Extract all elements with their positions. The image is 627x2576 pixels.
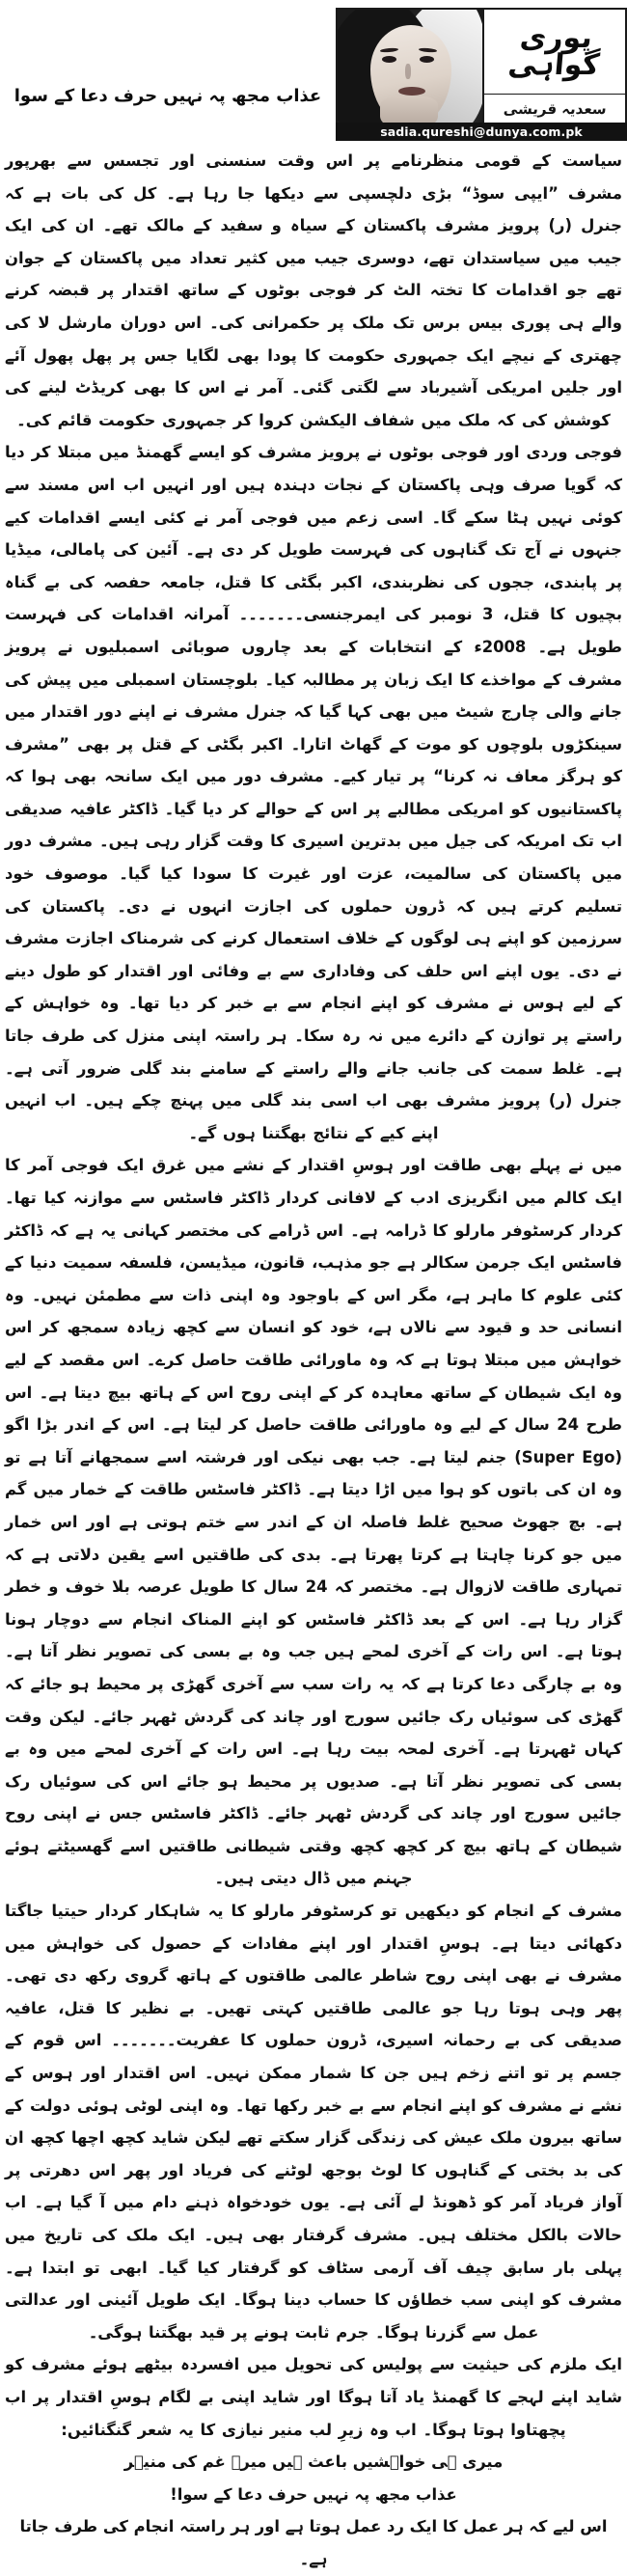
photo-eye-right [420, 56, 434, 63]
verse-line: عذاب مجھ پہ نہیں حرف دعا کے سوا! [170, 2484, 457, 2504]
photo-eye-left [382, 56, 396, 63]
article-title: عذاب مجھ پہ نہیں حرف دعا کے سوا [14, 86, 322, 107]
column-logo-line-1: پوری [518, 21, 594, 56]
article-closing-line: اس لیے کہ ہر عمل کا ایک رد عمل ہوتا ہے اور ہر راستہ انجام کی طرف جاتا ہے۔ [19, 2517, 608, 2568]
photo-neck [380, 96, 438, 123]
article-paragraph: فوجی وردی اور فوجی بوٹوں نے پرویز مشرف کو ایسے گھمنڈ میں مبتلا کر دیا کہ گویا صرف وہی پاکستان کے نجات دہندہ ہیں اور انہیں اب اس مسند سے کوئی نہیں ہٹا سکے گا۔ اسی زعم میں فوجی آمر نے کئی ایسے اقدامات کیے جنہوں نے آج تک گناہوں کی فہرست طویل کر دی ہے۔ آئین کی پامالی، میڈیا پر پابندی، ججوں کی نظربندی، اکبر بگٹی کا قتل، جامعہ حفصہ کی بے گناہ بچیوں کا قتل، 3 نومبر کی ایمرجنسی۔۔۔۔۔۔۔ آمرانہ اقدامات کی فہرست طویل ہے۔ 2008ء کے انتخابات کے بعد چاروں صوبائی اسمبلیوں نے پرویز مشرف کے مواخذے کا ایک زبان پر مطالبہ کیا۔ بلوچستان اسمبلی میں پیش کی جانے والی چارج شیٹ میں بھی کہا گیا کہ جنرل مشرف نے اپنے دور اقتدار میں سینکڑوں بلوچوں کو موت کے گھاٹ اتارا۔ اکبر بگٹی کے قتل پر بھی ”مشرف کو ہرگز معاف نہ کرنا“ پر تیار کیے۔ مشرف دور میں ایک سانحہ بھی ہوا کہ پاکستانیوں کو امریکی مطالبے پر اس کے حوالے کر دیا گیا۔ ڈاکٹر عافیہ صدیقی اب تک امریکہ کی جیل میں بدترین اسیری کا وقت گزار رہی ہیں۔ مشرف دور میں پاکستان کی سالمیت، عزت اور غیرت کا سودا کیا گیا۔ موصوف خود تسلیم کرتے ہیں کہ ڈرون حملوں کی اجازت انہوں نے دی۔ پاکستان کی سرزمین کو اپنے ہی لوگوں کے خلاف استعمال کرنے کی شرمناک اجازت مشرف نے دی۔ یوں اپنے اس حلف کی وفاداری سے بے وفائی اور اقتدار کو طول دینے کے لیے ہوس نے مشرف کو اپنے انجام سے بے خبر کر دیا تھا۔ وہ خواہش کے راستے پر توازن کے دائرے میں نہ رہ سکا۔ ہر راستہ اپنی منزل کی طرف جاتا ہے۔ غلط سمت کی جانب جانے والے راستے کے سامنے بند گلی ضرور آتی ہے۔ جنرل (ر) پرویز مشرف بھی اب اسی بند گلی میں پہنچ چکے ہیں۔ اب انہیں اپنے کیے کے نتائج بھگتنا ہوں گے۔ [5, 443, 622, 1142]
column-logo-text [506, 21, 602, 83]
photo-nose [405, 64, 411, 79]
masthead [0, 0, 627, 141]
column-masthead-plate [336, 8, 627, 125]
article-paragraph: میں نے پہلے بھی طاقت اور ہوسِ اقتدار کے نشے میں غرق ایک فوجی آمر کا ایک کالم میں انگریزی ادب کے لافانی کردار ڈاکٹر فاسٹس سے موازنہ کیا تھا۔ کردار کرسٹوفر مارلو کا ڈرامہ ہے۔ اس ڈرامے کی مختصر کہانی یہ ہے کہ ڈاکٹر فاسٹس ایک جرمن سکالر ہے جو مذہب، قانون، میڈیسن، فلسفہ سمیت دنیا کے کئی علوم کا ماہر ہے، مگر اس کے باوجود وہ اپنی ذات سے مطمئن نہیں۔ وہ انسانی حد و قیود سے نالاں ہے، خود کو انسان سے کچھ زیادہ سمجھ کر اس خواہش میں مبتلا ہوتا ہے کہ وہ ماورائی طاقت حاصل کرے۔ اس مقصد کے لیے وہ ایک شیطان کے ساتھ معاہدہ کر کے اپنی روح اس کے ہاتھ بیچ دیتا ہے۔ اس طرح 24 سال کے لیے وہ ماورائی طاقت حاصل کر لیتا ہے۔ اس کے اندر بڑا اگو (Super Ego) جنم لیتا ہے۔ جب بھی نیکی اور فرشتہ اسے سمجھانے آتا ہے تو وہ ان کی باتوں کو ہوا میں اڑا دیتا ہے۔ ڈاکٹر فاسٹس طاقت کے خمار میں گم ہے۔ بچ جھوٹ صحیح غلط فاصلہ ان کے اندر سے ختم ہوتی ہے اور اس خمار میں جو کرنا چاہتا ہے کرتا پھرتا ہے۔ بدی کی طاقتیں اسے یقین دلاتی ہے کہ تمہاری طاقت لازوال ہے۔ مختصر کہ 24 سال کا طویل عرصہ بلا خوف و خطر گزار رہا ہے۔ اس کے بعد ڈاکٹر فاسٹس کو اپنے المناک انجام سے دوچار ہونا ہوتا ہے۔ اس رات کے آخری لمحے ہیں جب وہ بے بسی کی تصویر نظر آتا ہے۔ وہ بے چارگی دعا کرتا ہے کہ یہ رات سب سے آخری گھڑی پر محیط ہو جائے کہ گھڑی کی سوئیاں رک جائیں سورج اور چاند کی گردش ٹھہر جائے۔ لیکن وقت کہاں ٹھہرتا ہے۔ آخری لمحہ بیت رہا ہے۔ اس رات کے آخری لمحے میں وہ بے بسی کی تصویر نظر آتا ہے۔ صدیوں پر محیط ہو جائے اس کی سوئیاں رک جائیں سورج اور چاند کی گردش ٹھہر جائے۔ ڈاکٹر فاسٹس جس نے اپنی روح شیطان کے ہاتھ بیچ کر کچھ کچھ وقتی شیطانی طاقتیں اسے گھسیٹتے ہوئے جہنم میں ڈال دیتی ہیں۔ [5, 1156, 622, 1888]
author-name: سعدیہ قریشی [502, 100, 608, 118]
column-logo-line-2: گواہی [506, 48, 601, 83]
author-email[interactable]: sadia.qureshi@dunya.com.pk [380, 124, 583, 139]
author-email-bar[interactable] [336, 123, 627, 141]
column-identity-block [482, 10, 625, 123]
article-paragraph: مشرف کے انجام کو دیکھیں تو کرسٹوفر مارلو کا یہ شاہکار کردار حیتیا جاگتا دکھائی دیتا ہے۔ ہوسِ اقتدار اور اپنے مفادات کے حصول کی خواہش میں مشرف نے بھی اپنی روح شاطر عالمی طاقتوں کے ہاتھ گروی رکھ دی تھی۔ پھر وہی ہوتا رہا جو عالمی طاقتیں کہتی تھیں۔ بے نظیر کا قتل، عافیہ صدیقی کی بے رحمانہ اسیری، ڈرون حملوں کا عفریت۔۔۔۔۔۔۔ اس قوم کے جسم پر تو اتنے زخم ہیں جن کا شمار ممکن نہیں۔ اس اقتدار اور ہوس کے نشے نے مشرف کو اپنے انجام سے بے خبر رکھا تھا۔ وہ اپنی لوٹی ہوئی دولت کے ساتھ بیرون ملک عیش کی زندگی گزار سکتے تھے لیکن شاید کچھ اچھا کچھ ان کی بد بختی کے گناہوں کا لوٹ بوجھ لوٹنے کی فریاد اور پھر اس دھرتی پر آواز فریاد آمر کو ڈھونڈ لے آئی ہے۔ یوں خودخواہ ذہنے دام میں آ گیا ہے۔ اب حالات بالکل مختلف ہیں۔ مشرف گرفتار بھی ہیں۔ ایک ملک کی تاریخ میں پہلی بار سابق چیف آف آرمی سٹاف کو گرفتار کیا گیا۔ ابھی تو ابتدا ہے۔ مشرف کو اپنی سب خطاؤں کا حساب دینا ہوگا۔ ایک طویل آئینی اور عدالتی عمل سے گزرنا ہوگا۔ جرم ثابت ہونے پر قید بھگتنا ہوگی۔ [5, 1902, 622, 2342]
article-paragraph: سیاست کے قومی منظرنامے پر اس وقت سنسنی اور تجسس سے بھرپور مشرف ”ایپی سوڈ“ بڑی دلچسپی سے دیکھا جا رہا ہے۔ کل کی بات ہے کہ جنرل (ر) پرویز مشرف پاکستان کے سیاہ و سفید کے مالک تھے۔ ان کی ایک جیب میں سیاستدان تھے، دوسری جیب میں کثیر تعداد میں پاکستان کے جوان تھے جو اقدامات کا تختہ الٹ کر فوجی بوٹوں کے ساتھ اقتدار پر قبضہ کرنے والے ہی پوری بیس برس تک ملک پر حکمرانی کی۔ اس دوران مارشل لا کی چھتری کے نیچے ایک جمہوری حکومت کا پودا بھی لگایا جس پر پھل پھول آئے اور جلیں امریکی آشیرباد سے لگتی گئی۔ آمر نے اس کا بھی کریڈٹ لینے کی کوشش کی کہ ملک میں شفاف الیکشن کروا کر جمہوری حکومت قائم کی۔ [5, 151, 622, 429]
author-photo [338, 10, 482, 123]
verse-line: میری ہی خواہشیں باعث ہیں میرے غم کی منیؔر [123, 2453, 504, 2472]
article-body [5, 145, 622, 2576]
photo-lips [398, 87, 425, 96]
article-paragraph: ایک ملزم کی حیثیت سے پولیس کی تحویل میں افسردہ بیٹھے ہوئے مشرف کو شاید اپنے لہجے کا گھمنڈ یاد آتا ہوگا اور شاید اپنی بے لگام ہوسِ اقتدار پر اب پچھتاوا ہوتا ہوگا۔ اب وہ زیرِ لب منیر نیازی کا یہ شعر گنگنائیں: [5, 2355, 622, 2439]
author-name-box [484, 95, 625, 123]
column-logo [484, 10, 625, 95]
